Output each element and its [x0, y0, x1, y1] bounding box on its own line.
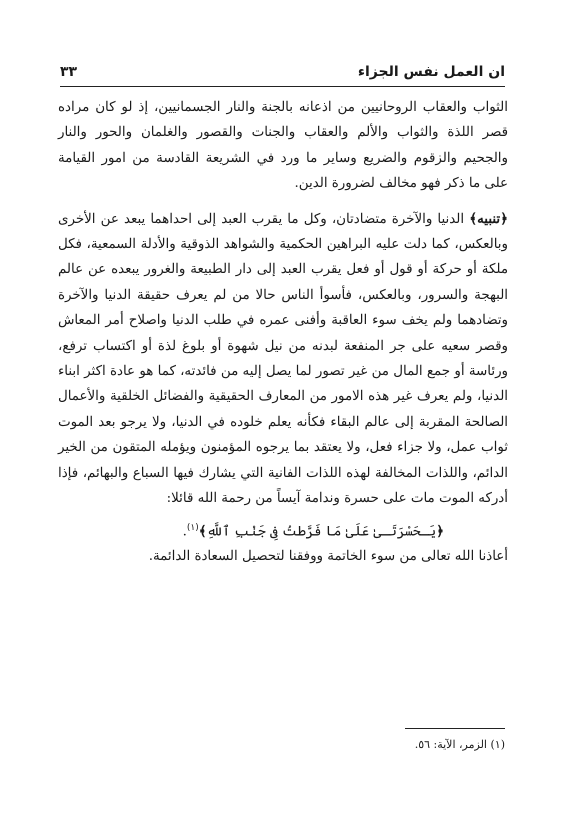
quran-quote: ﴿يَـحَسْرَتَـىٰ عَلَىٰ مَا فَرَّطتُ فِى جَنْبِ ٱللَّهِ﴾$^{(١)}$. — [182, 522, 444, 539]
footnote: (١) الزمر، الآية: ٥٦. — [414, 738, 505, 751]
running-title: ان العمل نفس الجزاء — [357, 64, 505, 80]
header-divider — [60, 86, 505, 87]
tanbih-heading: ﴿تنبيه﴾ — [469, 210, 508, 227]
footnote-divider — [405, 728, 505, 729]
tanbih-text: الدنيا والآخرة متضادتان، وكل ما يقرب العبد إلى احداهما يبعد عن الأخرى وبالعكس، كما دلت عليه البراهين الحكمية والشواهد الذوقية والأدلة السمعية، فكل ملكة أو حركة أو قول أو فعل يقرب العبد إلى دار الطبيعة والغرور يبعده عن عالم البهجة والسرور، وبالعكس، فأسوأ الناس حالا من لم يعرف حقيقة الدنيا والآخرة وتضادهما ولم يخف سوء العاقبة وأفنى عمره في طلب الدنيا واصلاح أمر المعاش وقصر سعيه على جر المنفعة لبدنه من نيل شهوة أو بلوغ لذة أو اكتساب ترفع، ورئاسة أو جمع المال من غير تصور لما يصل إليه من فائدته، كما هو عادة اكثر ابناء الدنيا، ولم يعرف غير هذه الامور من المعارف الحقيقية والفضائل الخلقية والأعمال الصالحة المقربة إلى عالم البقاء فكأنه يعلم خلوده في الدنيا، ولا يرجو بعد الموت ثواب عمل، ولا جزاء فعل، ولا يعتقد بما يرجوه المؤمنون ويؤمله المتقون من الخير الدائم، واللذات المخالفة لهذه اللذات الفانية التي يشارك فيها السباع والبهائم، فإذا أدركه الموت مات على حسرة وندامة آيساً من رحمة الله قائلا: — [58, 211, 508, 507]
quran-verse: يَـحَسْرَتَـىٰ عَلَىٰ مَا فَرَّطتُ فِى جَنْبِ ٱللَّهِ — [206, 523, 437, 539]
closing-prayer: أعاذنا الله تعالى من سوء الخاتمة ووفقنا لتحصيل السعادة الدائمة. — [148, 549, 508, 565]
page-header — [60, 60, 505, 84]
paragraph-continuation: الثواب والعقاب الروحانيين من اذعانه بالجنة والنار الجسمانيين، إذ لو كان مراده قصر اللذة والثواب والألم والعقاب والجنات والقصور والغلمان والحور والنار والجحيم والزقوم والضريع وساير ما ورد في الشريعة القادسة من امور القيامة على ما ذكر فهو مخالف لضرورة الدين. — [58, 100, 508, 192]
paragraph-gap — [58, 197, 508, 207]
footnote-marker: (١) — [186, 522, 199, 533]
page-number: ٣٣ — [60, 64, 78, 80]
paragraph-tanbih — [58, 207, 508, 512]
main-text — [58, 95, 508, 570]
